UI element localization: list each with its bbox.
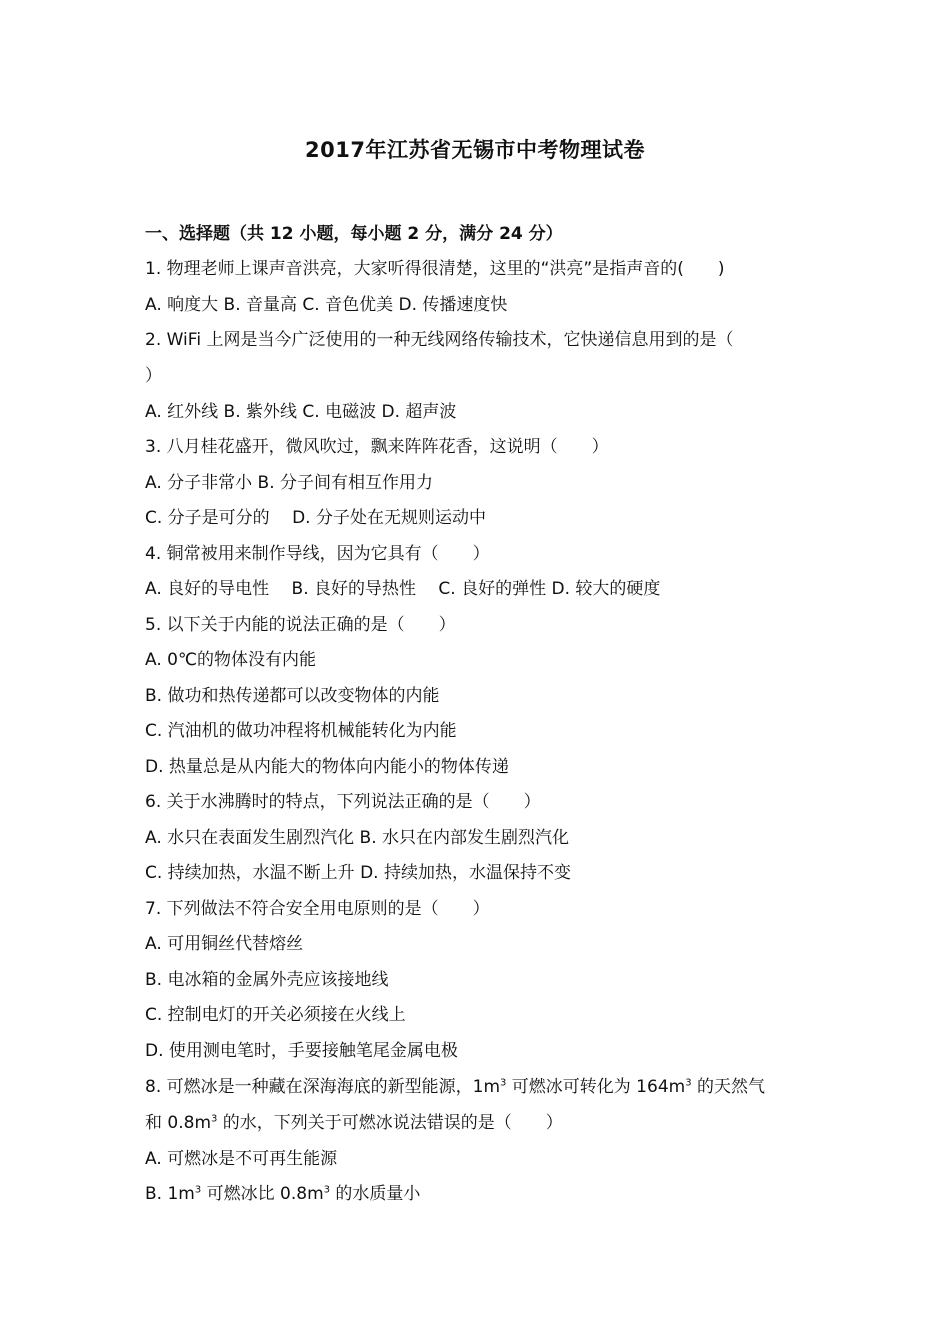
question-8-stem: [145, 1075, 765, 1099]
superscript-3: 3: [685, 1077, 692, 1089]
question-2-options: A. 红外线 B. 紫外线 C. 电磁波 D. 超声波: [145, 402, 457, 422]
question-5-option-c: C. 汽油机的做功冲程将机械能转化为内能: [145, 721, 457, 741]
q8-b-part3: 的水质量小: [330, 1184, 421, 1204]
question-5-stem: 5. 以下关于内能的说法正确的是（ ）: [145, 615, 456, 635]
question-7-option-d: D. 使用测电笔时，手要接触笔尾金属电极: [145, 1041, 458, 1061]
question-3-stem: 3. 八月桂花盛开，微风吹过，飘来阵阵花香，这说明（ ）: [145, 437, 609, 457]
superscript-3: 3: [323, 1184, 331, 1196]
question-4-stem: 4. 铜常被用来制作导线，因为它具有（ ）: [145, 544, 490, 564]
question-5-option-d: D. 热量总是从内能大的物体向内能小的物体传递: [145, 757, 509, 777]
question-6-options-row2: C. 持续加热，水温不断上升 D. 持续加热，水温保持不变: [145, 863, 571, 883]
question-1-options: A. 响度大 B. 音量高 C. 音色优美 D. 传播速度快: [145, 295, 508, 315]
question-1-stem: 1. 物理老师上课声音洪亮，大家听得很清楚，这里的“洪亮”是指声音的( ): [145, 259, 725, 279]
q8-stem-part3: 的天然气: [691, 1077, 765, 1097]
q8-stem2-part1: 和 0.8m: [145, 1113, 211, 1133]
q8-stem-part2: 可燃冰可转化为 164m: [506, 1077, 686, 1097]
q8-stem2-part2: 的水，下列关于可燃冰说法错误的是（ ）: [217, 1113, 563, 1133]
question-2-stem-continued: ）: [145, 366, 162, 386]
question-6-stem: 6. 关于水沸腾时的特点，下列说法正确的是（ ）: [145, 792, 541, 812]
question-4-options: A. 良好的导电性 B. 良好的导热性 C. 良好的弹性 D. 较大的硬度: [145, 579, 661, 599]
section-heading: 一、选择题（共 12 小题，每小题 2 分，满分 24 分）: [145, 224, 563, 244]
question-6-options-row1: A. 水只在表面发生剧烈汽化 B. 水只在内部发生剧烈汽化: [145, 828, 570, 848]
question-3-options-row2: C. 分子是可分的 D. 分子处在无规则运动中: [145, 508, 486, 528]
superscript-3: 3: [194, 1184, 202, 1196]
superscript-3: 3: [500, 1077, 507, 1089]
question-8-option-b: [145, 1182, 420, 1206]
question-7-option-c: C. 控制电灯的开关必须接在火线上: [145, 1005, 406, 1025]
question-5-option-b: B. 做功和热传递都可以改变物体的内能: [145, 686, 440, 706]
q8-b-part2: 可燃冰比 0.8m: [201, 1184, 324, 1204]
superscript-3: 3: [211, 1113, 218, 1125]
page-title: 2017年江苏省无锡市中考物理试卷: [305, 138, 645, 162]
question-5-option-a: A. 0℃的物体没有内能: [145, 650, 317, 670]
question-8-option-a: A. 可燃冰是不可再生能源: [145, 1149, 338, 1169]
q8-stem-part1: 8. 可燃冰是一种藏在深海海底的新型能源，1m: [145, 1077, 500, 1097]
question-7-option-b: B. 电冰箱的金属外壳应该接地线: [145, 970, 389, 990]
question-8-stem-continued: [145, 1111, 563, 1135]
q8-b-part1: B. 1m: [145, 1184, 195, 1204]
question-2-stem: 2. WiFi 上网是当今广泛使用的一种无线网络传输技术，它快递信息用到的是（: [145, 330, 734, 350]
question-7-option-a: A. 可用铜丝代替熔丝: [145, 934, 304, 954]
question-3-options-row1: A. 分子非常小 B. 分子间有相互作用力: [145, 473, 434, 493]
question-7-stem: 7. 下列做法不符合安全用电原则的是（ ）: [145, 899, 490, 919]
